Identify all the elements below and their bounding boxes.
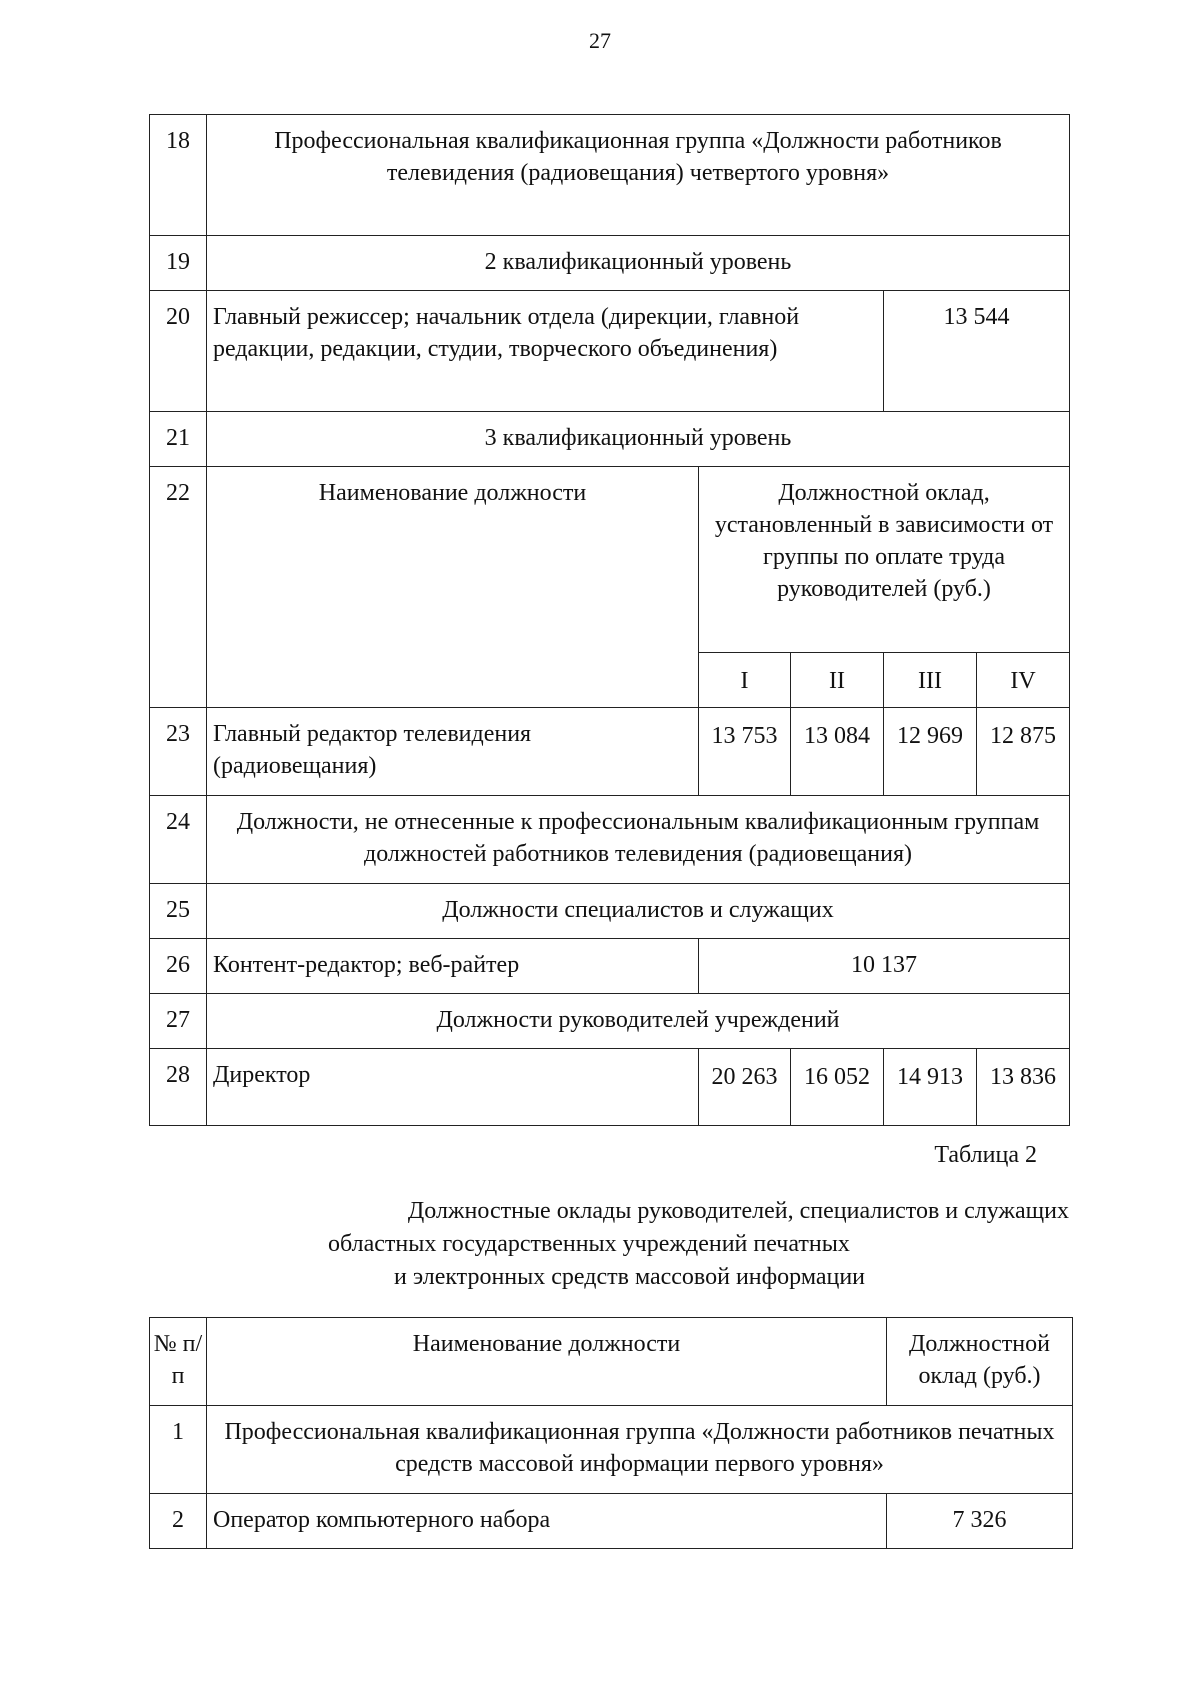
row-number: 25 — [150, 884, 207, 939]
group-header-4: IV — [977, 653, 1070, 708]
table-row — [150, 708, 1070, 796]
salary-value: 14 913 — [884, 1049, 977, 1126]
level-heading: 2 квалификационный уровень — [207, 236, 1070, 291]
column-header-name: Наименование должности — [207, 1318, 887, 1406]
column-header-salary: Должностной оклад (руб.) — [887, 1318, 1073, 1406]
salary-value: 7 326 — [887, 1494, 1073, 1549]
column-header-number: № п/п — [150, 1318, 207, 1406]
position-name: Директор — [207, 1049, 699, 1126]
salary-table-tv — [149, 114, 1070, 1126]
table-row — [150, 796, 1070, 884]
table-row — [150, 115, 1070, 236]
table-row — [150, 1406, 1073, 1494]
table-row — [150, 412, 1070, 467]
salary-value: 13 753 — [699, 708, 791, 796]
salary-value: 12 969 — [884, 708, 977, 796]
position-name: Контент-редактор; веб-райтер — [207, 939, 699, 994]
salary-value: 16 052 — [791, 1049, 884, 1126]
row-number: 21 — [150, 412, 207, 467]
group-heading: Должности, не отнесенные к профессиональным квалификационным группам должностей работников телевидения (радиовещания) — [207, 796, 1070, 884]
group-header-1: I — [699, 653, 791, 708]
row-number: 24 — [150, 796, 207, 884]
row-number: 28 — [150, 1049, 207, 1126]
page-number: 27 — [589, 28, 611, 53]
position-name: Главный режиссер; начальник отдела (дирекции, главной редакции, редакции, студии, творческого объединения) — [207, 291, 884, 412]
row-number: 26 — [150, 939, 207, 994]
group-heading: Профессиональная квалификационная группа «Должности работников телевидения (радиовещания) четвертого уровня» — [207, 115, 1070, 236]
salary-table-print — [149, 1317, 1073, 1549]
position-name: Оператор компьютерного набора — [207, 1494, 887, 1549]
row-number: 23 — [150, 708, 207, 796]
group-header-3: III — [884, 653, 977, 708]
salary-value: 20 263 — [699, 1049, 791, 1126]
salary-value: 10 137 — [699, 939, 1070, 994]
row-number: 1 — [150, 1406, 207, 1494]
row-number: 19 — [150, 236, 207, 291]
column-header-salary: Должностной оклад, установленный в зависимости от группы по оплате труда руководителей (руб.) — [699, 467, 1070, 653]
section-heading: Должности руководителей учреждений — [207, 994, 1070, 1049]
table-row — [150, 1049, 1070, 1126]
row-number: 2 — [150, 1494, 207, 1549]
table-row — [150, 939, 1070, 994]
salary-value: 13 544 — [884, 291, 1070, 412]
table-label: Таблица 2 — [934, 1142, 1037, 1168]
row-number: 20 — [150, 291, 207, 412]
salary-value: 13 836 — [977, 1049, 1070, 1126]
section-heading: Должности специалистов и служащих — [207, 884, 1070, 939]
position-name: Главный редактор телевидения (радиовещания) — [207, 708, 699, 796]
salary-value: 13 084 — [791, 708, 884, 796]
table-row — [150, 994, 1070, 1049]
table-title-line: Должностные оклады руководителей, специалистов и служащих — [407, 1198, 1069, 1224]
table-title-line: и электронных средств массовой информации — [394, 1264, 866, 1290]
salary-value: 12 875 — [977, 708, 1070, 796]
table-row — [150, 884, 1070, 939]
row-number: 18 — [150, 115, 207, 236]
table-row — [150, 1318, 1073, 1406]
group-header-2: II — [791, 653, 884, 708]
row-number: 22 — [150, 467, 207, 708]
table-row — [150, 467, 1070, 653]
row-number: 27 — [150, 994, 207, 1049]
table-title-line: областных государственных учреждений печатных — [328, 1231, 850, 1257]
table-title — [149, 1195, 1069, 1294]
column-header-name: Наименование должности — [207, 467, 699, 708]
table-row — [150, 236, 1070, 291]
group-heading: Профессиональная квалификационная группа «Должности работников печатных средств массовой информации первого уровня» — [207, 1406, 1073, 1494]
table-row — [150, 1494, 1073, 1549]
level-heading: 3 квалификационный уровень — [207, 412, 1070, 467]
table-row — [150, 291, 1070, 412]
